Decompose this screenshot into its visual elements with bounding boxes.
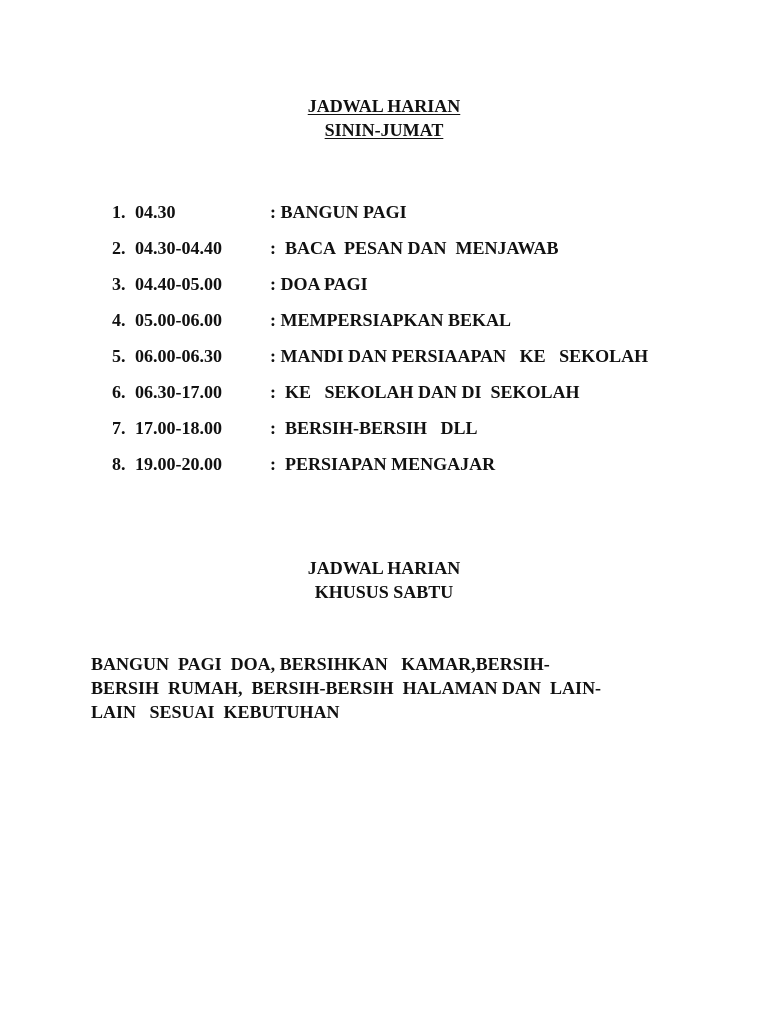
schedule-item — [0, 452, 768, 488]
saturday-heading — [0, 556, 768, 604]
weekday-title: JADWAL HARIAN — [307, 96, 461, 116]
saturday-subtitle: KHUSUS SABTU — [314, 582, 454, 602]
saturday-text-line: BERSIH RUMAH, BERSIH-BERSIH HALAMAN DAN LAIN- — [91, 678, 602, 698]
item-activity: : KE SEKOLAH DAN DI SEKOLAH — [270, 382, 580, 402]
item-number: 5. — [112, 346, 126, 366]
saturday-text-line: BANGUN PAGI DOA, BERSIHKAN KAMAR,BERSIH- — [91, 654, 550, 674]
weekday-heading — [0, 94, 768, 142]
weekday-subtitle: SININ-JUMAT — [324, 120, 444, 140]
item-time: 06.30-17.00 — [135, 382, 222, 402]
item-time: 05.00-06.00 — [135, 310, 222, 330]
item-number: 1. — [112, 202, 126, 222]
item-number: 6. — [112, 382, 126, 402]
item-time: 04.30 — [135, 202, 176, 222]
schedule-item — [0, 200, 768, 236]
item-time: 04.40-05.00 — [135, 274, 222, 294]
item-activity: : BANGUN PAGI — [270, 202, 407, 222]
item-activity: : BACA PESAN DAN MENJAWAB — [270, 238, 559, 258]
schedule-item — [0, 236, 768, 272]
item-time: 04.30-04.40 — [135, 238, 222, 258]
weekday-schedule-list — [0, 200, 768, 488]
item-activity: : PERSIAPAN MENGAJAR — [270, 454, 496, 474]
saturday-description — [91, 652, 691, 724]
saturday-text-line: LAIN SESUAI KEBUTUHAN — [91, 702, 340, 722]
item-number: 8. — [112, 454, 126, 474]
schedule-item — [0, 380, 768, 416]
item-activity: : DOA PAGI — [270, 274, 368, 294]
item-activity: : BERSIH-BERSIH DLL — [270, 418, 478, 438]
item-number: 3. — [112, 274, 126, 294]
schedule-item — [0, 344, 768, 380]
item-activity: : MEMPERSIAPKAN BEKAL — [270, 310, 512, 330]
item-activity: : MANDI DAN PERSIAAPAN KE SEKOLAH — [270, 346, 649, 366]
saturday-title: JADWAL HARIAN — [307, 558, 461, 578]
item-number: 4. — [112, 310, 126, 330]
item-time: 17.00-18.00 — [135, 418, 222, 438]
schedule-item — [0, 308, 768, 344]
item-number: 7. — [112, 418, 126, 438]
item-time: 19.00-20.00 — [135, 454, 222, 474]
schedule-item — [0, 272, 768, 308]
schedule-item — [0, 416, 768, 452]
item-number: 2. — [112, 238, 126, 258]
item-time: 06.00-06.30 — [135, 346, 222, 366]
